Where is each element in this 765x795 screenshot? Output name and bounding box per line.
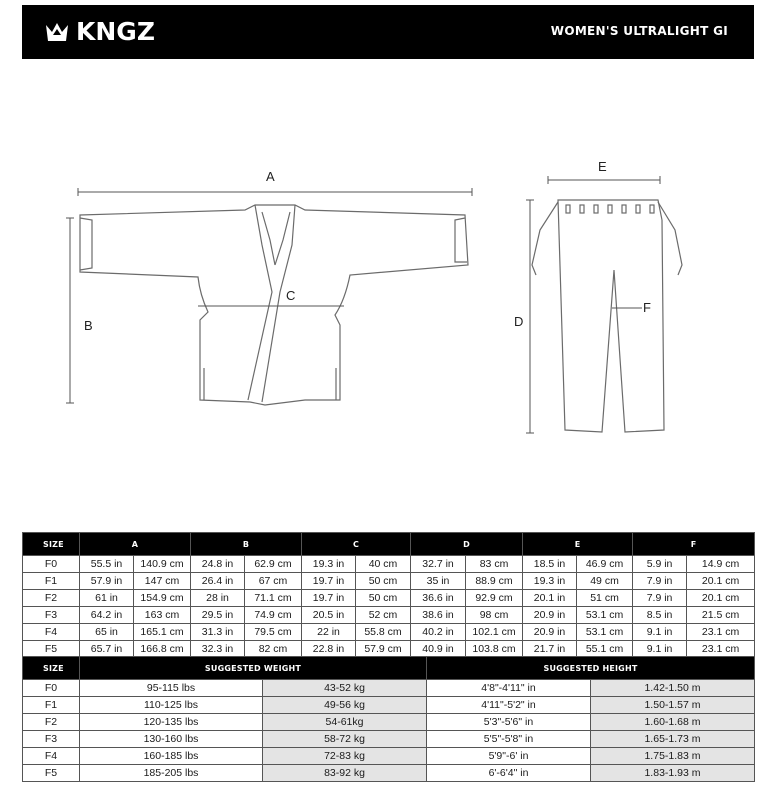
value-cell: 5'5"-5'8" in [427, 731, 591, 748]
value-cell: 24.8 in [191, 556, 245, 573]
label-d: D [514, 314, 524, 329]
header-d: D [411, 533, 523, 556]
value-cell: 140.9 cm [134, 556, 191, 573]
value-cell: 55.8 cm [356, 624, 411, 641]
value-cell: 50 cm [356, 590, 411, 607]
header-b: B [191, 533, 302, 556]
pants-illustration [532, 200, 682, 432]
value-cell: 98 cm [466, 607, 523, 624]
value-cell: 35 in [411, 573, 466, 590]
header-suggested-height: SUGGESTED HEIGHT [427, 657, 755, 680]
value-cell: 29.5 in [191, 607, 245, 624]
value-cell: 83 cm [466, 556, 523, 573]
header-e: E [523, 533, 633, 556]
value-cell: 7.9 in [633, 573, 687, 590]
label-c: C [286, 288, 296, 303]
value-cell: 72-83 kg [263, 748, 427, 765]
table-row [23, 765, 755, 782]
value-cell: 165.1 cm [134, 624, 191, 641]
value-cell: 58-72 kg [263, 731, 427, 748]
value-cell: 51 cm [577, 590, 633, 607]
value-cell: 7.9 in [633, 590, 687, 607]
value-cell: 22.8 in [302, 641, 356, 658]
brand-name: KNGZ [76, 17, 155, 46]
value-cell: 92.9 cm [466, 590, 523, 607]
value-cell: 19.7 in [302, 590, 356, 607]
header-bar [22, 5, 754, 59]
value-cell: 102.1 cm [466, 624, 523, 641]
value-cell: 52 cm [356, 607, 411, 624]
size-cell: F0 [23, 680, 80, 697]
size-cell: F1 [23, 697, 80, 714]
value-cell: 22 in [302, 624, 356, 641]
value-cell: 40 cm [356, 556, 411, 573]
table-row [23, 573, 755, 590]
value-cell: 4'8"-4'11" in [427, 680, 591, 697]
value-cell: 83-92 kg [263, 765, 427, 782]
value-cell: 54-61kg [263, 714, 427, 731]
table-row [23, 641, 755, 658]
size-cell: F4 [23, 624, 80, 641]
value-cell: 64.2 in [80, 607, 134, 624]
value-cell: 88.9 cm [466, 573, 523, 590]
value-cell: 1.50-1.57 m [591, 697, 755, 714]
size-cell: F4 [23, 748, 80, 765]
value-cell: 49 cm [577, 573, 633, 590]
label-e: E [598, 159, 607, 174]
value-cell: 19.3 in [523, 573, 577, 590]
header-f: F [633, 533, 755, 556]
header-a: A [80, 533, 191, 556]
value-cell: 120-135 lbs [80, 714, 263, 731]
value-cell: 166.8 cm [134, 641, 191, 658]
value-cell: 14.9 cm [687, 556, 755, 573]
value-cell: 1.75-1.83 m [591, 748, 755, 765]
measurement-table [22, 532, 755, 658]
value-cell: 20.9 in [523, 607, 577, 624]
size-cell: F5 [23, 641, 80, 658]
table-row [23, 748, 755, 765]
table-row [23, 590, 755, 607]
crown-icon [44, 21, 70, 43]
value-cell: 46.9 cm [577, 556, 633, 573]
value-cell: 154.9 cm [134, 590, 191, 607]
value-cell: 20.1 cm [687, 573, 755, 590]
value-cell: 19.3 in [302, 556, 356, 573]
value-cell: 55.5 in [80, 556, 134, 573]
value-cell: 53.1 cm [577, 624, 633, 641]
header-size: SIZE [23, 657, 80, 680]
value-cell: 6'-6'4" in [427, 765, 591, 782]
value-cell: 20.1 cm [687, 590, 755, 607]
value-cell: 5'9"-6' in [427, 748, 591, 765]
jacket-illustration [80, 205, 468, 405]
value-cell: 31.3 in [191, 624, 245, 641]
value-cell: 61 in [80, 590, 134, 607]
value-cell: 38.6 in [411, 607, 466, 624]
value-cell: 67 cm [245, 573, 302, 590]
value-cell: 5'3"-5'6" in [427, 714, 591, 731]
value-cell: 103.8 cm [466, 641, 523, 658]
value-cell: 1.42-1.50 m [591, 680, 755, 697]
gi-measurement-diagram [0, 150, 765, 450]
value-cell: 55.1 cm [577, 641, 633, 658]
size-cell: F3 [23, 607, 80, 624]
value-cell: 20.9 in [523, 624, 577, 641]
value-cell: 5.9 in [633, 556, 687, 573]
value-cell: 32.7 in [411, 556, 466, 573]
value-cell: 1.60-1.68 m [591, 714, 755, 731]
label-a: A [266, 169, 275, 184]
size-cell: F5 [23, 765, 80, 782]
value-cell: 65.7 in [80, 641, 134, 658]
measurement-lines [66, 176, 660, 433]
value-cell: 23.1 cm [687, 624, 755, 641]
value-cell: 1.83-1.93 m [591, 765, 755, 782]
value-cell: 36.6 in [411, 590, 466, 607]
value-cell: 65 in [80, 624, 134, 641]
value-cell: 4'11"-5'2" in [427, 697, 591, 714]
value-cell: 32.3 in [191, 641, 245, 658]
value-cell: 8.5 in [633, 607, 687, 624]
value-cell: 110-125 lbs [80, 697, 263, 714]
value-cell: 147 cm [134, 573, 191, 590]
value-cell: 130-160 lbs [80, 731, 263, 748]
size-cell: F1 [23, 573, 80, 590]
suggestion-header-row [23, 657, 755, 680]
table-row [23, 714, 755, 731]
value-cell: 26.4 in [191, 573, 245, 590]
size-cell: F0 [23, 556, 80, 573]
measurement-header-row [23, 533, 755, 556]
size-cell: F2 [23, 714, 80, 731]
value-cell: 20.5 in [302, 607, 356, 624]
value-cell: 95-115 lbs [80, 680, 263, 697]
header-size: SIZE [23, 533, 80, 556]
table-row [23, 697, 755, 714]
value-cell: 23.1 cm [687, 641, 755, 658]
value-cell: 9.1 in [633, 624, 687, 641]
label-f: F [643, 300, 651, 315]
value-cell: 40.9 in [411, 641, 466, 658]
value-cell: 21.7 in [523, 641, 577, 658]
page-title: WOMEN'S ULTRALIGHT GI [550, 24, 728, 38]
table-row [23, 607, 755, 624]
value-cell: 50 cm [356, 573, 411, 590]
header-c: C [302, 533, 411, 556]
suggestion-table [22, 656, 755, 782]
value-cell: 1.65-1.73 m [591, 731, 755, 748]
size-cell: F3 [23, 731, 80, 748]
value-cell: 82 cm [245, 641, 302, 658]
label-b: B [84, 318, 93, 333]
value-cell: 49-56 kg [263, 697, 427, 714]
value-cell: 28 in [191, 590, 245, 607]
table-row [23, 680, 755, 697]
value-cell: 62.9 cm [245, 556, 302, 573]
table-row [23, 731, 755, 748]
value-cell: 18.5 in [523, 556, 577, 573]
value-cell: 163 cm [134, 607, 191, 624]
value-cell: 79.5 cm [245, 624, 302, 641]
value-cell: 71.1 cm [245, 590, 302, 607]
value-cell: 185-205 lbs [80, 765, 263, 782]
value-cell: 40.2 in [411, 624, 466, 641]
brand-logo [44, 19, 155, 45]
table-row [23, 624, 755, 641]
value-cell: 19.7 in [302, 573, 356, 590]
header-suggested-weight: SUGGESTED WEIGHT [80, 657, 427, 680]
value-cell: 160-185 lbs [80, 748, 263, 765]
value-cell: 21.5 cm [687, 607, 755, 624]
value-cell: 20.1 in [523, 590, 577, 607]
value-cell: 53.1 cm [577, 607, 633, 624]
value-cell: 57.9 in [80, 573, 134, 590]
value-cell: 9.1 in [633, 641, 687, 658]
table-row [23, 556, 755, 573]
value-cell: 57.9 cm [356, 641, 411, 658]
size-cell: F2 [23, 590, 80, 607]
value-cell: 74.9 cm [245, 607, 302, 624]
value-cell: 43-52 kg [263, 680, 427, 697]
